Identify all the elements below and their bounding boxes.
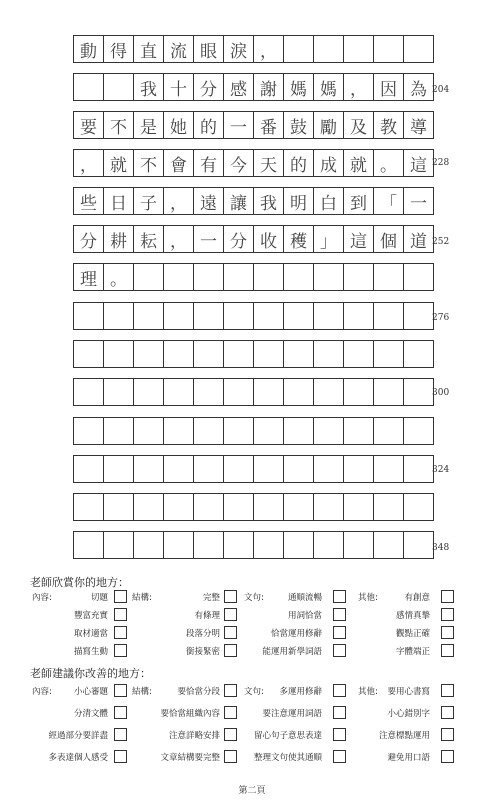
criterion-label: 分清文體: [73, 709, 108, 719]
grid-cell: 她: [164, 112, 194, 138]
grid-row: [73, 302, 434, 330]
grid-cell: 個: [374, 226, 404, 252]
grid-cell: [314, 494, 344, 520]
grid-cell: [254, 264, 284, 290]
category-label: 內容:: [32, 593, 52, 603]
criterion-label: 取材適當: [73, 629, 108, 639]
grid-cell: [254, 341, 284, 367]
grid-cell: 一: [194, 226, 224, 252]
criterion-label: 注意標點運用: [378, 731, 430, 741]
criterion-label: 描寫生動: [73, 647, 108, 657]
grid-cell: [74, 418, 104, 444]
criterion-label: 整理文句使其通順: [253, 753, 322, 763]
grid-cell: [404, 303, 433, 329]
grid-cell: 是: [134, 112, 164, 138]
grid-cell: 教: [374, 112, 404, 138]
grid-cell: [224, 494, 254, 520]
char-count-label: 348: [432, 543, 450, 553]
char-count-label: 204: [432, 85, 450, 95]
criterion-label: 留心句子意思表達: [253, 731, 322, 741]
grid-cell: [284, 456, 314, 482]
grid-cell: [284, 341, 314, 367]
grid-cell: 今: [224, 150, 254, 176]
grid-cell: [284, 36, 314, 62]
grid-cell: 的: [284, 150, 314, 176]
category-label: 結構:: [132, 687, 152, 697]
grid-cell: [284, 379, 314, 405]
category-label: 其他:: [358, 593, 378, 603]
grid-row: [73, 73, 434, 101]
criterion-checkbox[interactable]: [441, 626, 454, 639]
grid-cell: 」: [314, 226, 344, 252]
grid-cell: [284, 532, 314, 558]
grid-cell: 耘: [134, 226, 164, 252]
category-label: 結構:: [132, 593, 152, 603]
grid-cell: [224, 303, 254, 329]
criterion-label: 小心錯別字: [387, 709, 430, 719]
grid-row: [73, 263, 434, 291]
grid-cell: [254, 494, 284, 520]
grid-row: [73, 187, 434, 215]
criterion-checkbox[interactable]: [333, 590, 346, 603]
grid-cell: [104, 456, 134, 482]
grid-cell: [134, 379, 164, 405]
char-count-label: 324: [432, 465, 450, 475]
grid-cell: [194, 418, 224, 444]
criterion-label: 要恰當組織內容: [160, 709, 220, 719]
criterion-checkbox[interactable]: [441, 590, 454, 603]
grid-cell: 到: [344, 188, 374, 214]
criterion-label: 段落分明: [185, 629, 220, 639]
grid-cell: [104, 341, 134, 367]
criterion-label: 有創意: [404, 593, 430, 603]
grid-cell: 遠: [194, 188, 224, 214]
page-footer: 第二頁: [238, 786, 266, 796]
grid-cell: 謝: [254, 74, 284, 100]
grid-cell: [194, 264, 224, 290]
grid-cell: 些: [74, 188, 104, 214]
grid-row: [73, 417, 434, 445]
grid-cell: 白: [314, 188, 344, 214]
grid-cell: [224, 532, 254, 558]
grid-cell: [314, 303, 344, 329]
grid-cell: [194, 379, 224, 405]
grid-cell: 這: [344, 226, 374, 252]
grid-row: [73, 340, 434, 368]
grid-cell: 番: [254, 112, 284, 138]
criterion-label: 完整: [202, 593, 220, 603]
category-label: 文句:: [244, 593, 264, 603]
grid-cell: 鼓: [284, 112, 314, 138]
criterion-checkbox[interactable]: [441, 644, 454, 657]
grid-cell: 一: [410, 193, 427, 214]
criterion-checkbox[interactable]: [333, 750, 346, 763]
grid-row: [73, 493, 434, 521]
grid-cell: [374, 532, 404, 558]
grid-cell: [134, 532, 164, 558]
grid-cell: [224, 341, 254, 367]
criterion-checkbox[interactable]: [224, 608, 237, 621]
grid-cell: [374, 456, 404, 482]
criterion-label: 豐富充實: [73, 611, 108, 621]
char-count-label: 276: [432, 313, 450, 323]
category-label: 其他:: [358, 687, 378, 697]
criterion-checkbox[interactable]: [333, 644, 346, 657]
grid-cell: [254, 532, 284, 558]
grid-cell: [164, 341, 194, 367]
criterion-label: 有條理: [194, 611, 220, 621]
criterion-label: 能運用新學詞語: [262, 647, 322, 657]
grid-cell: [374, 36, 404, 62]
grid-cell: [134, 418, 164, 444]
grid-cell: 天: [254, 150, 284, 176]
grid-cell: [104, 494, 134, 520]
criterion-checkbox[interactable]: [441, 706, 454, 719]
grid-row: [73, 531, 434, 559]
grid-cell: 就: [104, 150, 134, 176]
grid-cell: [284, 264, 314, 290]
grid-cell: 就: [344, 150, 374, 176]
criterion-checkbox[interactable]: [333, 706, 346, 719]
grid-cell: 分: [224, 226, 254, 252]
grid-cell: [314, 341, 344, 367]
grid-cell: [344, 456, 374, 482]
grid-row: [73, 35, 434, 63]
grid-cell: [374, 418, 404, 444]
grid-cell: 我: [254, 188, 284, 214]
grid-cell: [344, 303, 374, 329]
grid-cell: [344, 494, 374, 520]
grid-cell: [194, 532, 224, 558]
grid-cell: ，: [74, 150, 104, 176]
char-count-label: 228: [432, 158, 450, 168]
grid-row: [73, 111, 434, 139]
grid-cell: [164, 379, 194, 405]
criterion-label: 要用心書寫: [387, 687, 430, 697]
criterion-label: 銜接緊密: [185, 647, 220, 657]
grid-cell: 不: [104, 112, 134, 138]
criterion-checkbox[interactable]: [114, 706, 127, 719]
grid-cell: [344, 36, 374, 62]
grid-cell: [374, 379, 404, 405]
grid-cell: 要: [74, 112, 104, 138]
criterion-label: 注意詳略安排: [168, 731, 220, 741]
criterion-label: 多表達個人感受: [48, 753, 108, 763]
grid-cell: 明: [284, 188, 314, 214]
grid-cell: [164, 264, 194, 290]
grid-cell: 耕: [104, 226, 134, 252]
grid-cell: 分: [194, 74, 224, 100]
grid-cell: [344, 532, 374, 558]
grid-cell: [74, 303, 104, 329]
criterion-label: 切題: [90, 593, 108, 603]
grid-cell: ，: [344, 74, 374, 100]
grid-row: [73, 455, 434, 483]
improve-title: 老師建議你改善的地方：: [30, 667, 151, 680]
grid-cell: [74, 456, 104, 482]
grid-cell: [314, 418, 344, 444]
grid-cell: [314, 264, 344, 290]
grid-cell: [74, 532, 104, 558]
grid-cell: [134, 341, 164, 367]
criterion-checkbox[interactable]: [441, 728, 454, 741]
grid-cell: [404, 418, 433, 444]
grid-cell: 有: [194, 150, 224, 176]
grid-cell: ，: [254, 36, 284, 62]
grid-cell: 讓: [224, 188, 254, 214]
grid-cell: 淚: [224, 36, 254, 62]
grid-cell: [314, 456, 344, 482]
grid-cell: [404, 341, 433, 367]
grid-cell: 的: [194, 112, 224, 138]
grid-cell: 收: [254, 226, 284, 252]
grid-cell: 為: [410, 79, 427, 100]
grid-cell: 得: [104, 36, 134, 62]
grid-cell: 。: [104, 264, 134, 290]
grid-cell: [164, 456, 194, 482]
category-label: 文句:: [244, 687, 264, 697]
grid-cell: [314, 36, 344, 62]
grid-cell: 導: [410, 117, 427, 138]
criterion-checkbox[interactable]: [114, 608, 127, 621]
grid-cell: 道: [410, 231, 427, 252]
grid-cell: 不: [134, 150, 164, 176]
criterion-label: 要恰當分段: [177, 687, 220, 697]
grid-cell: [404, 379, 433, 405]
grid-row: [73, 149, 434, 177]
grid-cell: [134, 494, 164, 520]
grid-cell: [104, 532, 134, 558]
criterion-checkbox[interactable]: [333, 684, 346, 697]
grid-cell: [254, 379, 284, 405]
criterion-checkbox[interactable]: [224, 626, 237, 639]
grid-cell: [74, 379, 104, 405]
criterion-label: 多運用修辭: [279, 687, 322, 697]
criterion-checkbox[interactable]: [114, 728, 127, 741]
grid-cell: 理: [74, 264, 104, 290]
grid-cell: 日: [104, 188, 134, 214]
grid-cell: [164, 418, 194, 444]
grid-cell: [284, 303, 314, 329]
criterion-checkbox[interactable]: [224, 590, 237, 603]
grid-cell: [164, 532, 194, 558]
char-count-label: 252: [432, 237, 450, 247]
criterion-checkbox[interactable]: [224, 706, 237, 719]
criterion-checkbox[interactable]: [441, 608, 454, 621]
grid-cell: [134, 264, 164, 290]
grid-cell: [254, 456, 284, 482]
criterion-label: 經過部分要詳盡: [48, 731, 108, 741]
grid-cell: [254, 418, 284, 444]
grid-cell: 會: [164, 150, 194, 176]
grid-cell: [74, 494, 104, 520]
grid-cell: 因: [374, 74, 404, 100]
grid-cell: [284, 418, 314, 444]
grid-cell: [194, 456, 224, 482]
criterion-label: 通順流暢: [287, 593, 322, 603]
grid-cell: 十: [164, 74, 194, 100]
grid-cell: [404, 494, 433, 520]
grid-cell: [404, 36, 433, 62]
criterion-label: 文章結構要完整: [160, 753, 220, 763]
char-count-label: 300: [432, 388, 450, 398]
criterion-checkbox[interactable]: [114, 684, 127, 697]
grid-cell: 我: [134, 74, 164, 100]
grid-cell: [374, 264, 404, 290]
grid-cell: [254, 303, 284, 329]
grid-cell: 成: [314, 150, 344, 176]
grid-cell: 及: [344, 112, 374, 138]
grid-cell: ，: [164, 226, 194, 252]
criterion-checkbox[interactable]: [333, 728, 346, 741]
grid-cell: 直: [134, 36, 164, 62]
grid-cell: [134, 456, 164, 482]
grid-row: [73, 378, 434, 406]
criterion-label: 感情真摯: [395, 611, 430, 621]
grid-cell: 穫: [284, 226, 314, 252]
criterion-label: 用詞恰當: [287, 611, 322, 621]
criterion-label: 要注意運用詞語: [262, 709, 322, 719]
grid-cell: [284, 494, 314, 520]
grid-cell: [104, 303, 134, 329]
grid-cell: [314, 532, 344, 558]
grid-cell: 感: [224, 74, 254, 100]
criterion-checkbox[interactable]: [441, 684, 454, 697]
grid-cell: [224, 456, 254, 482]
grid-cell: [194, 494, 224, 520]
grid-cell: [224, 264, 254, 290]
criterion-label: 避免用口語: [387, 753, 430, 763]
criterion-label: 觀點正確: [395, 629, 430, 639]
grid-cell: [104, 379, 134, 405]
appreciate-title: 老師欣賞你的地方：: [30, 576, 129, 589]
grid-cell: [194, 341, 224, 367]
grid-cell: [194, 303, 224, 329]
criterion-checkbox[interactable]: [333, 608, 346, 621]
grid-cell: 眼: [194, 36, 224, 62]
grid-cell: 媽: [284, 74, 314, 100]
grid-cell: [374, 341, 404, 367]
grid-cell: 這: [410, 155, 427, 176]
grid-cell: [74, 341, 104, 367]
grid-row: [73, 225, 434, 253]
category-label: 內容:: [32, 687, 52, 697]
grid-cell: [74, 74, 104, 100]
criterion-label: 恰當運用修辭: [270, 629, 322, 639]
grid-cell: [344, 264, 374, 290]
grid-cell: [404, 456, 433, 482]
grid-cell: [374, 494, 404, 520]
criterion-checkbox[interactable]: [333, 626, 346, 639]
grid-cell: 勵: [314, 112, 344, 138]
criterion-label: 字體端正: [395, 647, 430, 657]
grid-cell: 。: [374, 150, 404, 176]
criterion-checkbox[interactable]: [224, 750, 237, 763]
grid-cell: 「: [374, 188, 404, 214]
grid-cell: [224, 418, 254, 444]
grid-cell: 一: [224, 112, 254, 138]
grid-cell: [224, 379, 254, 405]
grid-cell: [404, 264, 433, 290]
grid-cell: ，: [164, 188, 194, 214]
criterion-label: 小心審題: [73, 687, 108, 697]
grid-cell: [404, 532, 433, 558]
criterion-checkbox[interactable]: [224, 728, 237, 741]
grid-cell: [104, 418, 134, 444]
criterion-checkbox[interactable]: [224, 684, 237, 697]
criterion-checkbox[interactable]: [114, 626, 127, 639]
grid-cell: 流: [164, 36, 194, 62]
grid-cell: [104, 74, 134, 100]
criterion-checkbox[interactable]: [114, 750, 127, 763]
grid-cell: 子: [134, 188, 164, 214]
grid-cell: [134, 303, 164, 329]
grid-cell: [314, 379, 344, 405]
grid-cell: [374, 303, 404, 329]
grid-cell: [164, 303, 194, 329]
grid-cell: 分: [74, 226, 104, 252]
criterion-checkbox[interactable]: [224, 644, 237, 657]
grid-cell: 媽: [314, 74, 344, 100]
grid-cell: [344, 341, 374, 367]
criterion-checkbox[interactable]: [114, 590, 127, 603]
criterion-checkbox[interactable]: [441, 750, 454, 763]
grid-cell: [164, 494, 194, 520]
criterion-checkbox[interactable]: [114, 644, 127, 657]
grid-cell: [344, 379, 374, 405]
grid-cell: [344, 418, 374, 444]
grid-cell: 動: [74, 36, 104, 62]
